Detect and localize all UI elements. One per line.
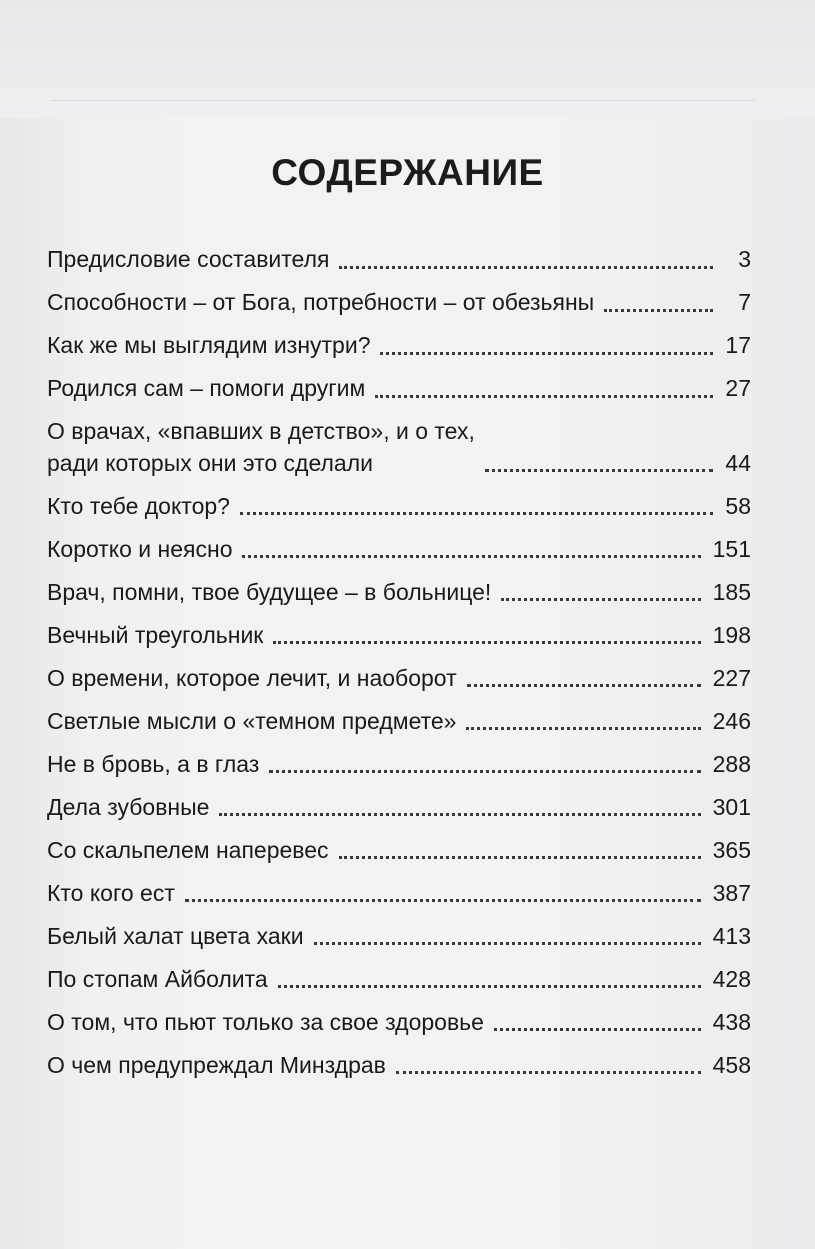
dot-leader — [339, 856, 701, 859]
toc-entry-page: 185 — [712, 578, 751, 605]
toc-entry-title: По стопам Айболита — [47, 965, 268, 992]
toc-entry[interactable] — [47, 1050, 751, 1082]
toc-entry-title: О времени, которое лечит, и наоборот — [47, 664, 457, 691]
toc-entry-page: 3 — [738, 246, 751, 272]
previous-page-edge — [0, 0, 815, 118]
dot-leader — [273, 641, 700, 644]
toc-entry-page: 27 — [725, 375, 751, 401]
toc-entry[interactable] — [47, 835, 751, 867]
dot-leader — [375, 395, 713, 398]
dot-leader — [396, 1071, 701, 1074]
toc-entry-page: 458 — [712, 1051, 751, 1078]
toc-entry[interactable] — [47, 792, 751, 824]
dot-leader — [604, 309, 713, 312]
toc-entry[interactable] — [47, 244, 751, 276]
toc-entry-page: 44 — [725, 449, 751, 476]
toc-entry[interactable] — [47, 878, 751, 910]
toc-entry-title: О чем предупреждал Минздрав — [47, 1051, 386, 1078]
toc-entry[interactable] — [47, 921, 751, 953]
toc-entry[interactable] — [47, 964, 751, 996]
dot-leader — [339, 266, 713, 269]
toc-entry[interactable] — [47, 620, 751, 652]
toc-entry-title: Кто кого ест — [47, 879, 175, 906]
toc-entry[interactable] — [47, 416, 751, 479]
dot-leader — [185, 899, 701, 902]
toc-entry-page: 17 — [725, 332, 751, 358]
toc-entry-page: 246 — [712, 707, 751, 734]
toc-entry-page: 7 — [738, 289, 751, 315]
toc-entry-title: Светлые мысли о «темном предмете» — [47, 707, 457, 734]
toc-entry-page: 428 — [712, 965, 751, 992]
toc-entry-title: О врачах, «впавших в детство», и о тех, ради которых они это сделали — [47, 418, 475, 476]
toc-entry-page: 288 — [712, 750, 751, 777]
toc-entry-page: 387 — [712, 879, 751, 906]
toc-entry-page: 198 — [712, 621, 751, 648]
toc-entry-title: Коротко и неясно — [47, 535, 233, 562]
toc-entry-page: 227 — [712, 664, 751, 691]
toc-entry-title: Врач, помни, твое будущее – в больнице! — [47, 578, 492, 605]
toc-entry-page: 413 — [712, 922, 751, 949]
toc-entry-page: 365 — [712, 836, 751, 863]
toc-entry[interactable] — [47, 1007, 751, 1039]
dot-leader — [467, 684, 701, 687]
toc-entry-title: Предисловие составителя — [47, 246, 330, 272]
header-rule — [50, 100, 755, 101]
toc-entry-page: 151 — [712, 535, 751, 562]
toc-entry[interactable] — [47, 749, 751, 781]
table-of-contents — [47, 244, 751, 1093]
dot-leader — [314, 942, 701, 945]
toc-entry-title: Белый халат цвета хаки — [47, 922, 304, 949]
toc-entry[interactable] — [47, 706, 751, 738]
toc-entry-title: Со скальпелем наперевес — [47, 836, 329, 863]
toc-entry-title: О том, что пьют только за свое здоровье — [47, 1008, 484, 1035]
dot-leader — [219, 813, 700, 816]
dot-leader — [466, 727, 700, 730]
dot-leader — [242, 555, 700, 558]
toc-entry-title: Вечный треугольник — [47, 621, 264, 648]
toc-entry[interactable] — [47, 330, 751, 362]
toc-entry-title: Способности – от Бога, потребности – от обезьяны — [47, 289, 595, 315]
dot-leader — [380, 352, 713, 355]
toc-entry-title: Как же мы выглядим изнутри? — [47, 332, 371, 358]
dot-leader — [494, 1028, 701, 1031]
toc-entry-page: 438 — [712, 1008, 751, 1035]
dot-leader — [240, 512, 713, 515]
toc-entry-page: 58 — [725, 492, 751, 519]
toc-entry-title: Кто тебе доктор? — [47, 492, 230, 519]
toc-entry[interactable] — [47, 373, 751, 405]
toc-entry[interactable] — [47, 663, 751, 695]
toc-entry-title: Не в бровь, а в глаз — [47, 750, 260, 777]
toc-entry[interactable] — [47, 491, 751, 523]
toc-entry-title: Дела зубовные — [47, 793, 210, 820]
toc-entry[interactable] — [47, 534, 751, 566]
dot-leader — [278, 985, 701, 988]
toc-entry[interactable] — [47, 577, 751, 609]
page-title: СОДЕРЖАНИЕ — [271, 152, 544, 193]
dot-leader — [269, 770, 700, 773]
toc-entry-title: Родился сам – помоги другим — [47, 375, 366, 401]
dot-leader — [485, 469, 713, 472]
toc-entry[interactable] — [47, 287, 751, 319]
dot-leader — [501, 598, 700, 601]
toc-entry-page: 301 — [712, 793, 751, 820]
